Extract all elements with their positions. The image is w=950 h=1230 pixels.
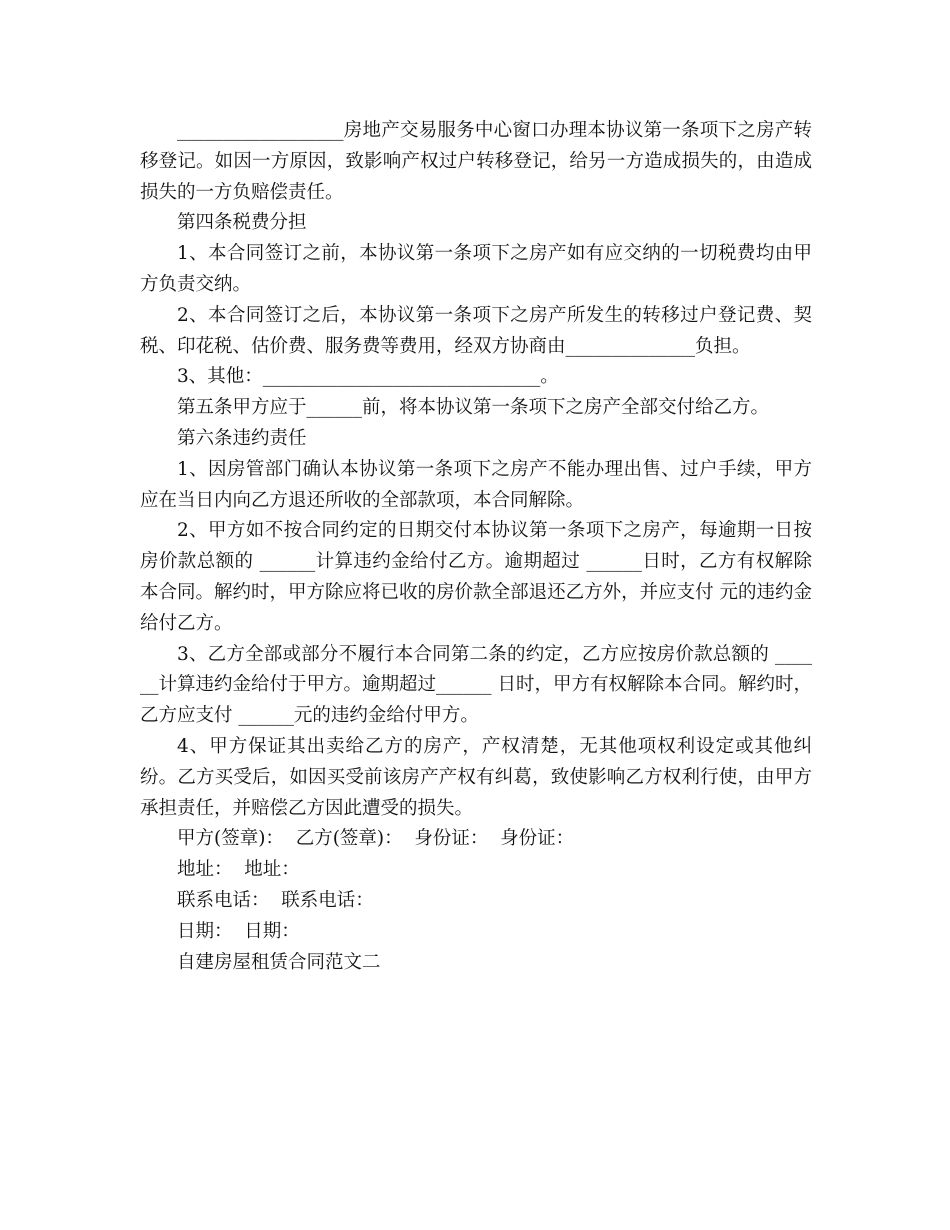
paragraph-registration: __________________房地产交易服务中心窗口办理本协议第一条项下之房产转移登记。如因一方原因，致影响产权过户转移登记，给另一方造成损失的，由造成损失的一方负赔偿责任。 [140, 120, 812, 203]
signature-line-parties: 甲方(签章)： 乙方(签章)： 身份证： 身份证： [177, 828, 575, 850]
heading-article-4-taxes: 第四条税费分担 [177, 212, 307, 234]
paragraph-taxes-before-signing: 1、本合同签订之前，本协议第一条项下之房产如有应交纳的一切税费均由甲方负责交纳。 [140, 243, 812, 295]
paragraph-breach-3: 3、乙方全部或部分不履行本合同第二条的约定，乙方应按房价款总额的 ______计算违约金给付于甲方。逾期超过______ 日时，甲方有权解除本合同。解约时，乙方应支付 ______元的违约金给付甲方。 [140, 643, 812, 727]
signature-line-address: 地址： 地址： [177, 859, 300, 881]
next-contract-title: 自建房屋租赁合同范文二 [177, 951, 381, 973]
paragraph-breach-1: 1、因房管部门确认本协议第一条项下之房产不能办理出售、过户手续，甲方应在当日内向乙方退还所收的全部款项，本合同解除。 [140, 458, 812, 511]
paragraph-article-5-delivery: 第五条甲方应于______前，将本协议第一条项下之房产全部交付给乙方。 [177, 397, 770, 419]
heading-article-6-breach: 第六条违约责任 [177, 427, 307, 449]
signature-line-date: 日期： 日期： [177, 920, 300, 942]
signature-line-phone: 联系电话： 联系电话： [177, 889, 374, 911]
paragraph-taxes-after-signing: 2、本合同签订之后，本协议第一条项下之房产所发生的转移过户登记费、契税、印花税、估价费、服务费等费用，经双方协商由______________负担。 [140, 304, 812, 357]
paragraph-breach-4: 4、甲方保证其出卖给乙方的房产，产权清楚，无其他项权利设定或其他纠纷。乙方买受后，如因买受前该房产产权有纠葛，致使影响乙方权利行使，由甲方承担责任，并赔偿乙方因此遭受的损失。 [140, 735, 812, 819]
paragraph-taxes-other: 3、其他：______________________________。 [177, 366, 559, 388]
paragraph-breach-2: 2、甲方如不按合同约定的日期交付本协议第一条项下之房产，每逾期一日按房价款总额的 ______计算违约金给付乙方。逾期超过 ______日时，乙方有权解除本合同。解约时，甲方除应将已收的房价款全部退还乙方外，并应支付 元的违约金给付乙方。 [140, 520, 812, 634]
document-page [140, 116, 812, 978]
